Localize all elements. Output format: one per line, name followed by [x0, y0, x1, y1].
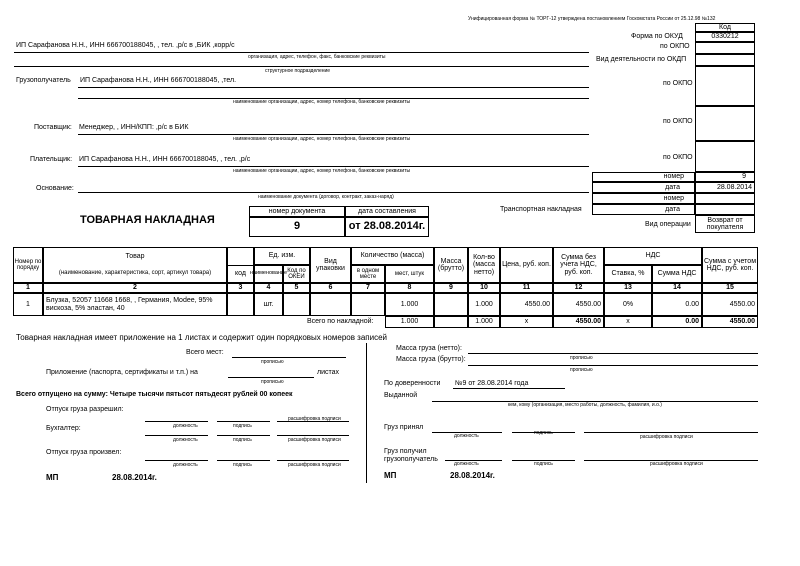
doc-num-value: 9 — [249, 217, 345, 237]
h-code: код — [227, 265, 254, 283]
right-date: 28.08.2014г. — [450, 471, 495, 480]
item-name: Блузка, 52057 11668 1668, , Германия, Modee, 95% вискоза, 5% эластан, 40 — [43, 293, 227, 316]
net-mass-label: Масса груза (нетто): — [396, 345, 462, 352]
h-pack: Вид упаковки — [310, 247, 351, 283]
h-vat: НДС — [604, 247, 702, 265]
accepted-label: Груз принял — [384, 424, 424, 431]
totals-label: Всего по накладной: — [307, 318, 374, 325]
date2-value-cell — [695, 204, 755, 215]
received-label: Груз получил грузополучатель — [384, 448, 438, 463]
h-total: Сумма с учетом НДС, руб. коп. — [702, 247, 758, 283]
h-qty-one: в одном месте — [351, 265, 385, 283]
h-goods: Товар — [43, 247, 227, 265]
okpo-label: по ОКПО — [660, 43, 690, 50]
basis-caption: наименование документа (договор, контракт, заказ-наряд) — [258, 194, 394, 200]
left-date: 28.08.2014г. — [112, 473, 157, 482]
attach-line: Товарная накладная имеет приложение на 1 листах и содержит один порядковых номеров записей — [16, 333, 388, 342]
h-vat-sum: Сумма НДС — [652, 265, 702, 283]
number2-label-cell: номер — [592, 193, 695, 204]
supplier-caption: наименование организации, адрес, номер телефона, банковские реквизиты — [233, 136, 411, 142]
h-num: Номер по порядку — [13, 247, 43, 283]
release-done-label: Отпуск груза произвел: — [46, 449, 122, 456]
date2-label-cell: дата — [592, 204, 695, 215]
h-vat-rate: Ставка, % — [604, 265, 652, 283]
h-sum-novat: Сумма без учета НДС, руб. коп. — [553, 247, 604, 283]
issued-caption: кем, кому (организация, место работы, должность, фамилия, и.о.) — [508, 402, 662, 408]
supplier-okpo-label: по ОКПО — [663, 118, 693, 125]
h-price: Цена, руб. коп. — [500, 247, 553, 283]
consignee-caption: наименование организации, адрес, номер телефона, банковские реквизиты — [233, 99, 411, 105]
attach-caption: прописью — [261, 379, 284, 385]
kod-header-cell: Код — [695, 23, 755, 32]
issued-label: Выданной — [384, 392, 418, 399]
number2-value-cell — [695, 193, 755, 204]
consignee-value: ИП Сарафанова Н.Н., ИНН 666700188045, ,тел. — [80, 77, 237, 84]
left-mp: МП — [46, 473, 59, 482]
h-goods-sub: (наименование, характеристика, сорт, артикул товара) — [43, 265, 227, 283]
release-allowed-label: Отпуск груза разрешил: — [46, 406, 124, 413]
supplier-okpo-cell — [695, 106, 755, 141]
proxy-value: №9 от 28.08.2014 года — [455, 380, 529, 387]
okdp-label: Вид деятельности по ОКДП — [596, 56, 687, 63]
doc-num-header: номер документа — [249, 206, 345, 217]
h-unit-name: наименование — [254, 265, 283, 283]
org-line: ИП Сарафанова Н.Н., ИНН 666700188045, , тел. ,р/с в ,БИК ,корр/с — [16, 42, 235, 49]
transport-label: Транспортная накладная — [500, 206, 582, 213]
right-mp: МП — [384, 471, 397, 480]
payer-okpo-cell — [695, 141, 755, 172]
okud-cell: 0330212 — [695, 32, 755, 42]
consignee-label: Грузополучатель — [16, 77, 71, 84]
number-value-cell: 9 — [695, 172, 755, 182]
payer-value: ИП Сарафанова Н.Н., ИНН 666700188045, , тел. ,р/с — [79, 156, 251, 163]
okud-label: Форма по ОКУД — [631, 33, 683, 40]
h-unit: Ед. изм. — [254, 247, 310, 265]
org-caption: организация, адрес, телефон, факс, банковские реквизиты — [248, 54, 386, 60]
payer-label: Плательщик: — [30, 156, 73, 163]
places-caption: прописью — [261, 359, 284, 365]
okdp-cell — [695, 54, 755, 66]
total-words: Всего отпущено на сумму: Четыре тысячи пятьсот пятьдесят рублей 00 копеек — [16, 391, 293, 398]
struct-caption: структурное подразделение — [265, 68, 331, 74]
accountant-label: Бухгалтер: — [46, 425, 81, 432]
doc-date-value: от 28.08.2014г. — [345, 217, 429, 237]
payer-okpo-label: по ОКПО — [663, 154, 693, 161]
attach-label: Приложение (паспорта, сертификаты и т.п.) на — [46, 369, 198, 376]
consignee-okpo-label: по ОКПО — [663, 80, 693, 87]
proxy-label: По доверенности — [384, 380, 441, 387]
doc-title: ТОВАРНАЯ НАКЛАДНАЯ — [80, 214, 215, 226]
doc-date-header: дата составления — [345, 206, 429, 217]
payer-caption: наименование организации, адрес, номер телефона, банковские реквизиты — [233, 168, 411, 174]
h-unit-okei: Код по ОКЕИ — [283, 265, 310, 283]
supplier-value: Менеджер, , ИНН/КПП: ,р/с в БИК — [79, 124, 189, 131]
supplier-label: Поставщик: — [34, 124, 72, 131]
date-label-cell: дата — [592, 182, 695, 193]
basis-label: Основание: — [36, 185, 74, 192]
number-label-cell: номер — [592, 172, 695, 182]
okpo-cell — [695, 42, 755, 54]
h-gross: Масса (брутто) — [434, 247, 468, 283]
sheets-label: листах — [317, 369, 340, 376]
op-value-cell: Возврат от покупателя — [695, 215, 755, 233]
h-qty: Количество (масса) — [351, 247, 434, 265]
form-header-note: Унифицированная форма № ТОРГ-12 утверждена постановлением Госкомстата России от 25.12.98 №132 — [468, 16, 716, 22]
op-label: Вид операции — [645, 221, 691, 228]
date-value-cell: 28.08.2014 — [695, 182, 755, 193]
gross-mass-label: Масса груза (брутто): — [396, 356, 466, 363]
h-qty-places: мест, штук — [385, 265, 434, 283]
h-net: Кол-во (масса нетто) — [468, 247, 500, 283]
consignee-okpo-cell — [695, 66, 755, 106]
places-label: Всего мест: — [186, 349, 224, 356]
